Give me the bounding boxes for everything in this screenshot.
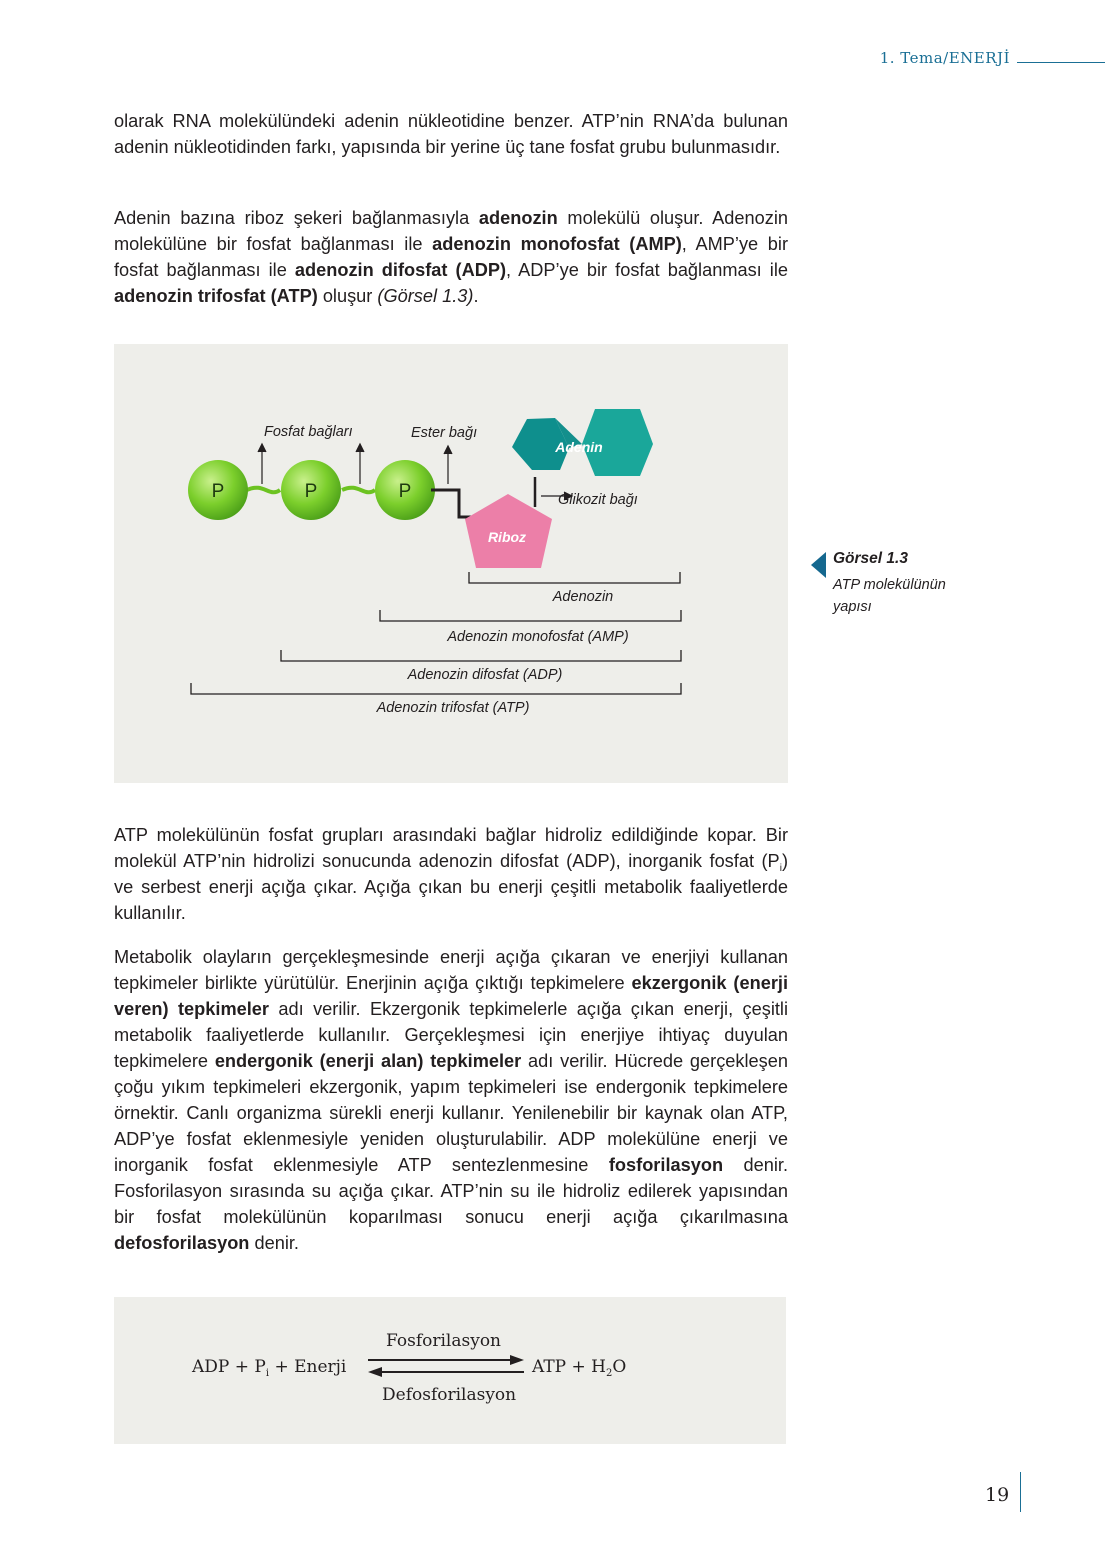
chapter-title: 1. Tema/ENERJİ	[879, 49, 1010, 67]
page-number-rule	[1020, 1472, 1021, 1512]
paragraph-rna-comparison: olarak RNA molekülündeki adenin nükleotidine benzer. ATP’nin RNA’da bulunan adenin nükleotidinden farkı, yapısında bir yerine üç tane fosfat grubu bulunmasıdır.	[114, 111, 788, 157]
ester-bond-line	[431, 490, 471, 517]
label-phosphate-bonds: Fosfat bağları	[264, 424, 353, 440]
term-adenosine: adenozin	[478, 208, 558, 228]
paragraph-exergonic-endergonic: Metabolik olayların gerçekleşmesinde enerji açığa çıkaran ve enerjiyi kullanan tepkimeler birlikte yürütülür. Enerjinin açığa çıktığı tepkimelere ekzergonik (enerji veren) tepkimeler adı verilir. Ekzergonik tepkimelerle açığa çıkan enerji, çeşitli metabolik faaliyetlerde kullanılır. Gerçekleşmesi için enerjiye ihtiyaç duyulan tepkimelere endergonik (enerji alan) tepkimeler adı verilir. Hücrede gerçekleşen çoğu yıkım tepkimeleri ekzergonik, yapım tepkimeleri ise endergonik tepkimelere örnektir. Canlı organizma sürekli enerji kullanır. Yenilenebilir bir kaynak olan ATP, ADP’ye fosfat eklenmesiyle yeniden oluşturulabilir. ADP molekülüne enerji ve inorganik fosfat eklenmesiyle ATP sentezlenmesine fosforilasyon denir. Fosforilasyon sırasında su açığa çıkar. ATP’nin su ile hidroliz edilerek yapısından bir fosfat molekülünün koparılması sonucu enerji açığa çıkarılmasına defosforilasyon denir.	[114, 947, 789, 1253]
bracket-label-atp: Adenozin trifosfat (ATP)	[376, 700, 530, 716]
reversible-arrows-icon	[364, 1355, 528, 1377]
page-header	[805, 49, 1105, 71]
term-adp: adenozin difosfat (ADP)	[294, 260, 507, 280]
bracket-label-adp: Adenozin difosfat (ADP)	[407, 667, 563, 683]
figure-reference: (Görsel 1.3)	[377, 286, 474, 306]
page-number: 19	[985, 1484, 1010, 1506]
term-endergonic: endergonik (enerji alan) tepkimeler	[214, 1051, 522, 1071]
label-ester-bond: Ester bağı	[411, 425, 478, 441]
adenine-label: Adenin	[555, 439, 603, 455]
equation-reverse-label: Defosforilasyon	[382, 1385, 517, 1405]
phosphorylation-equation-box	[114, 1297, 786, 1444]
caption-marker-icon	[811, 552, 826, 578]
header-rule	[1017, 62, 1105, 63]
term-dephosphorylation: defosforilasyon	[114, 1233, 250, 1253]
paragraph-atp-hydrolysis: ATP molekülünün fosfat grupları arasındaki bağlar hidroliz edildiğinde kopar. Bir molekül ATP’nin hidrolizi sonucunda adenozin difosfat (ADP), inorganik fosfat $(P_i)$ ve serbest enerji açığa çıkar. Açığa çıkan bu enerji çeşitli metabolik faaliyetlerde kullanılır.	[114, 825, 788, 923]
term-atp: adenozin trifosfat (ATP)	[114, 286, 318, 306]
phosphate-label-2: P	[304, 481, 318, 502]
equation-products: ATP + $H_2O$	[532, 1357, 627, 1379]
caption-title: Görsel 1.3	[833, 550, 908, 567]
phosphate-label-1: P	[211, 481, 225, 502]
equation-forward-label: Fosforilasyon	[386, 1331, 501, 1351]
term-amp: adenozin monofosfat (AMP)	[432, 234, 682, 254]
ribose-label: Riboz	[487, 529, 527, 545]
paragraph-adenosine-formation: Adenin bazına riboz şekeri bağlanmasıyla adenozin molekülü oluşur. Adenozin molekülüne bir fosfat bağlanması ile adenozin monofosfat (AMP), AMP’ye bir fosfat bağlanması ile adenozin difosfat (ADP), ADP’ye bir fosfat bağlanması ile adenozin trifosfat (ATP) oluşur (Görsel 1.3).	[114, 208, 789, 306]
term-phosphorylation: fosforilasyon	[608, 1155, 724, 1175]
atp-structure-diagram	[114, 344, 788, 783]
caption-description: ATP molekülünün yapısı	[833, 577, 946, 615]
atp-structure-figure	[114, 344, 788, 783]
term-exergonic: ekzergonik (enerji veren) tepkimeler	[114, 973, 788, 1019]
bracket-label-amp: Adenozin monofosfat (AMP)	[447, 629, 629, 645]
bracket-label-adenosine: Adenozin	[552, 589, 614, 605]
phosphate-label-3: P	[398, 481, 412, 502]
equation-reactants: ADP + $P_i$ + Enerji	[192, 1357, 347, 1379]
label-glycosidic-bond: Glikozit bağı	[558, 492, 638, 508]
